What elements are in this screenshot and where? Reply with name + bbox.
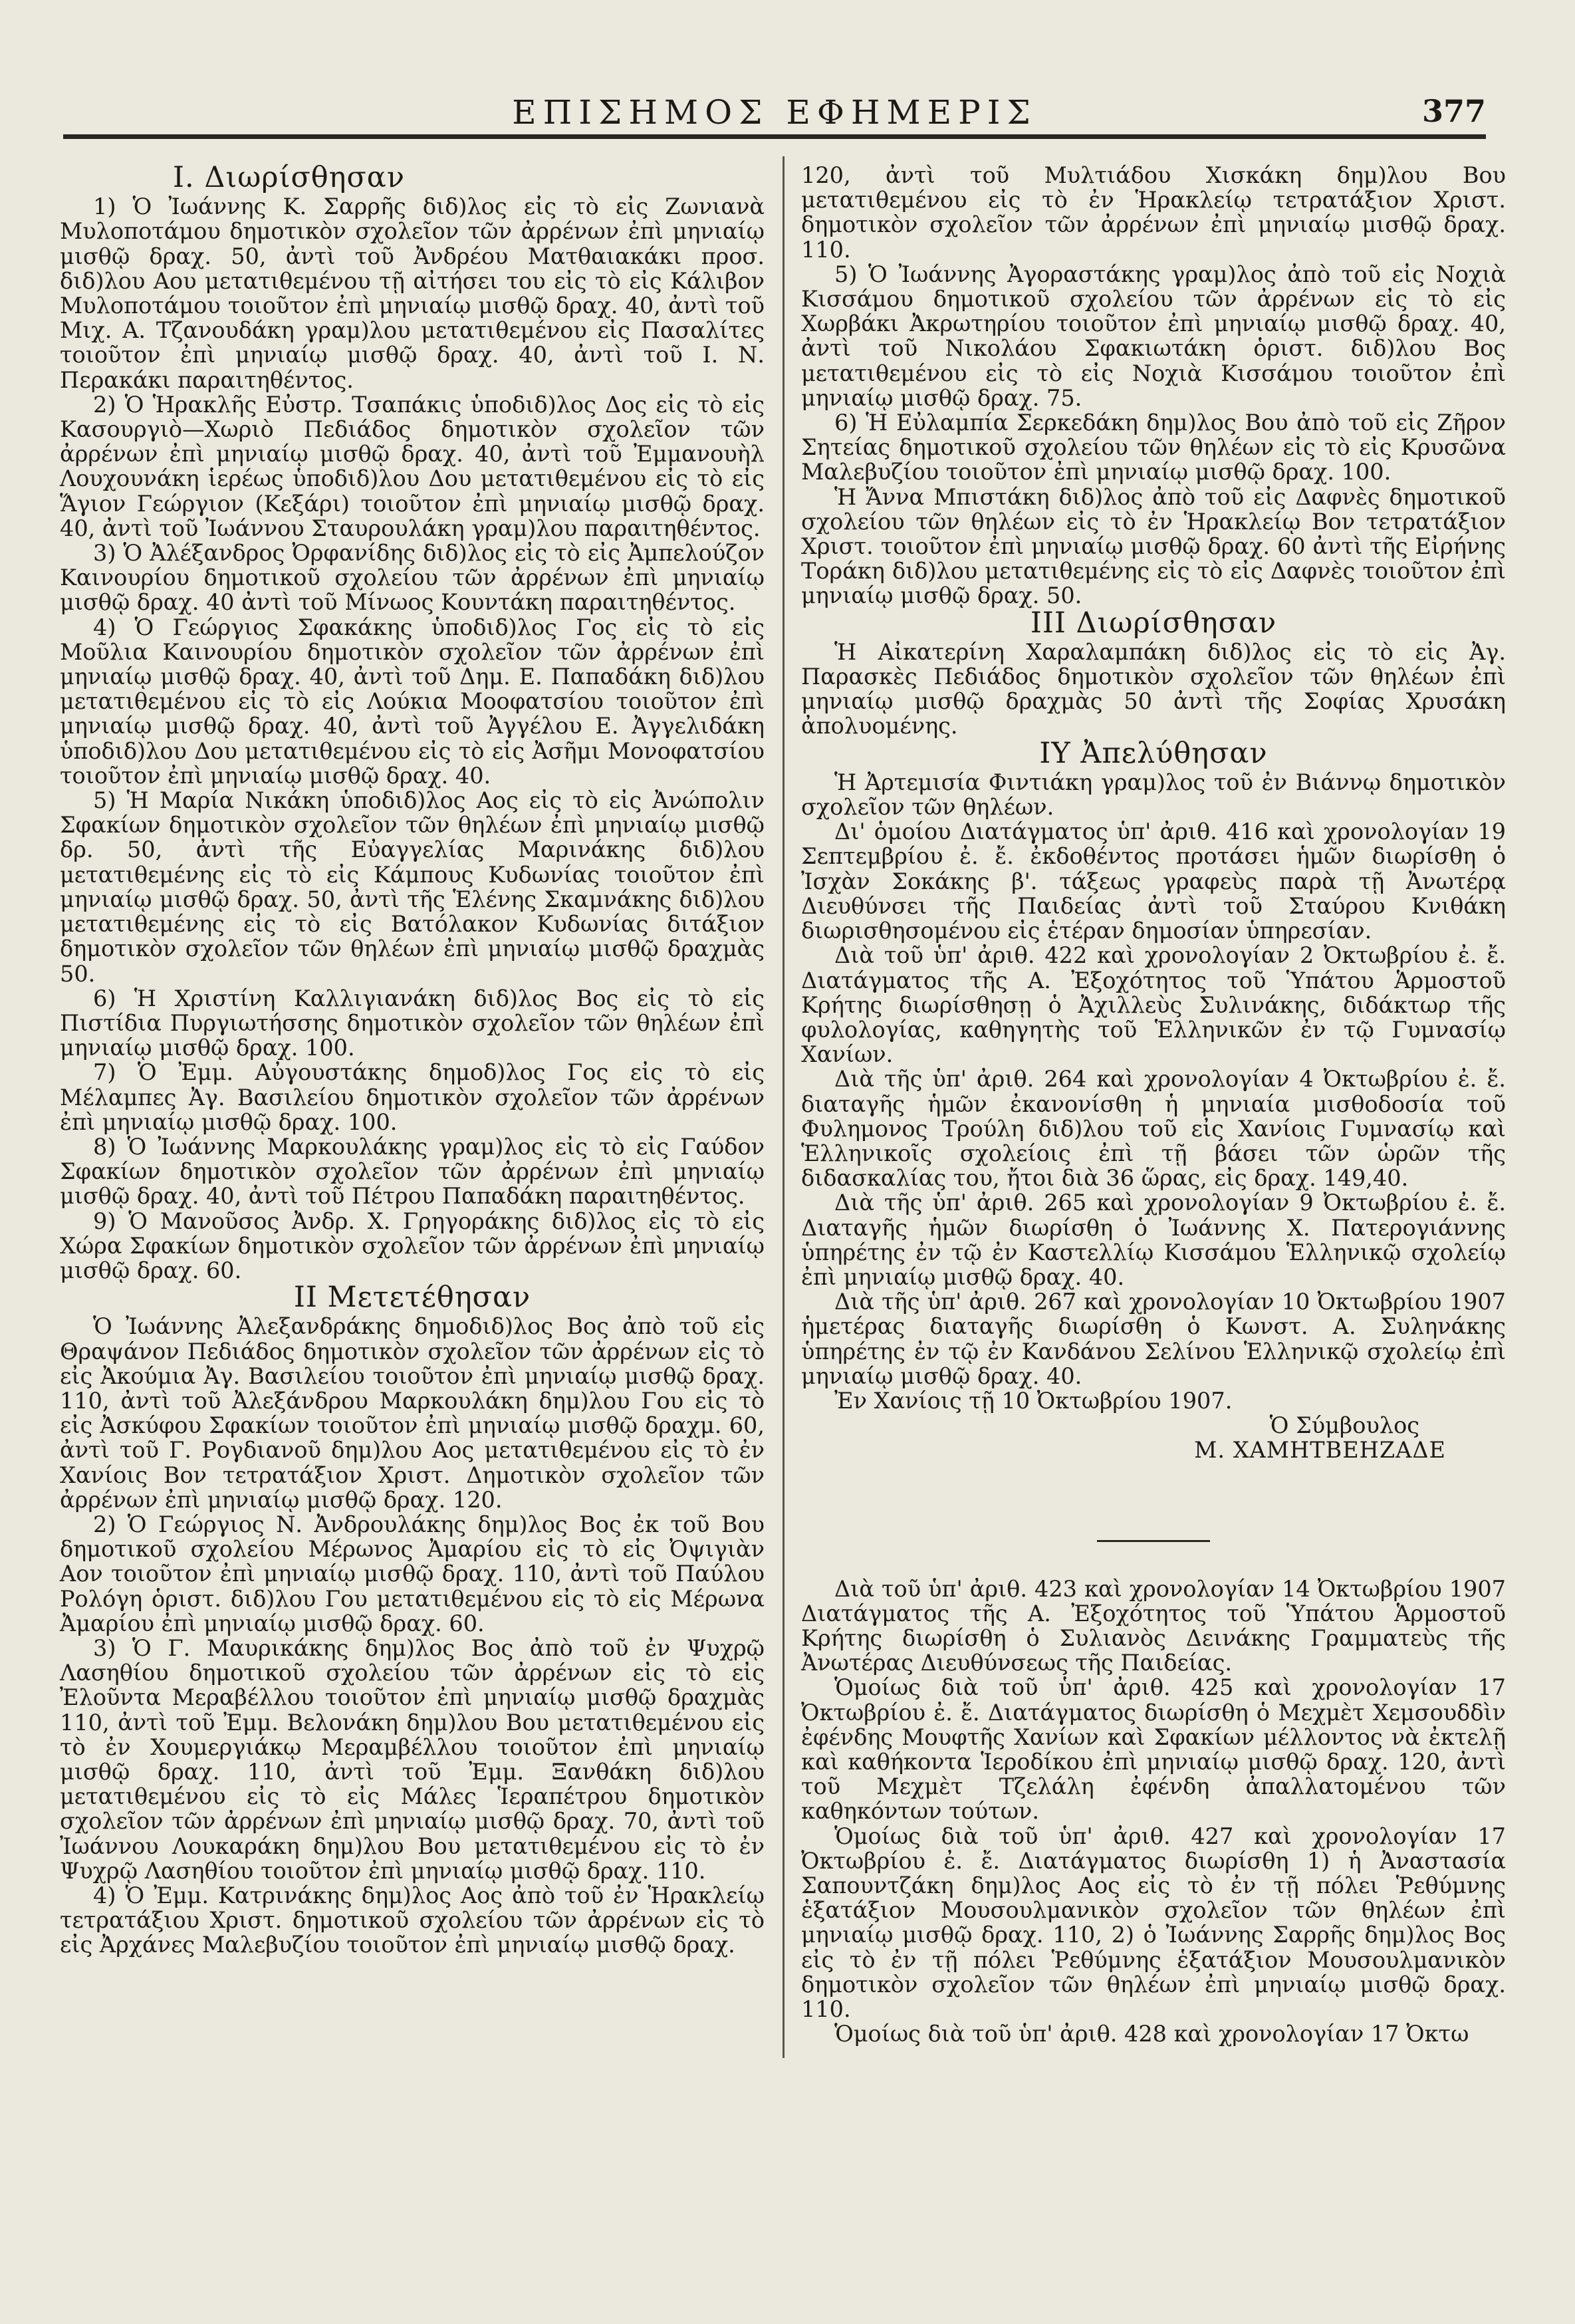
masthead-title: ΕΠΙΣΗΜΟΣ ΕΦΗΜΕΡΙΣ	[512, 93, 1037, 132]
paragraph: 5) Ὁ Ἰωάννης Ἀγοραστάκης γραμ)λος ἀπὸ τοῦ εἰς Νοχιὰ Κισσάμου δημοτικοῦ σχολείου τῶν ἀρρένων εἰς τὸ εἰς Χωρβάκι Ἀκρωτηρίου τοιοῦτον ἐπὶ μηνιαίῳ μισθῷ δραχ. 40, ἀντὶ τοῦ Νικολάου Σφακιωτάκη ὁριστ. διδ)λου Βος μετατιθεμένου εἰς τὸ εἰς Νοχιὰ Κισσάμου τοιοῦτον ἐπὶ μηνιαίῳ μισθῷ δραχ. 75.	[801, 261, 1506, 411]
paragraph: 4) Ὁ Ἐμμ. Κατρινάκης δημ)λος Αος ἀπὸ τοῦ ἐν Ἡρακλείῳ τετρατάξιου Χριστ. δημοτικοῦ σχολείου τῶν ἀρρένων εἰς τὸ εἰς Ἀρχάνες Μαλεβυζίου τοιοῦτον ἐπὶ μηνιαίῳ μισθῷ δραχ.	[60, 1882, 765, 1958]
right-column	[801, 163, 1506, 2046]
paragraph: Διὰ τοῦ ὑπ' ἀριθ. 422 καὶ χρονολογίαν 2 Ὀκτωβρίου ἐ. ἔ. Διατάγματος τῆς Α. Ἐξοχότητος τοῦ Ὑπάτου Ἁρμοστοῦ Κρήτης διωρίσθησῃ ὁ Ἀχιλλεὺς Συλινάκης, διδάκτωρ τῆς φυλολογίας, καθηγητὴς τοῦ Ἑλληνικῶν ἐν τῷ Γυμνασίῳ Χανίων.	[801, 942, 1506, 1068]
section-title-appointments: Ι. Διωρίσθησαν	[173, 161, 405, 194]
section-title-dismissals: ΙΥ Ἀπελύθησαν	[1039, 736, 1268, 770]
signature-role: Ὁ Σύμβουλος	[1269, 1412, 1419, 1439]
paragraph: Διὰ τῆς ὑπ' ἀριθ. 265 καὶ χρονολογίαν 9 Ὀκτωβρίου ἐ. ἔ. Διαταγῆς ἡμῶν διωρίσθη ὁ Ἰωάννης Χ. Πατερογιάννης ὑπηρέτης ἐν τῷ ἐν Καστελλίῳ Κισσάμου Ἑλληνικῷ σχολείῳ ἐπὶ μηνιαίῳ μισθῷ δραχ. 40.	[801, 1190, 1506, 1290]
paragraph: 2) Ὁ Ἡρακλῆς Εὐστρ. Τσαπάκις ὑποδιδ)λος Δος εἰς τὸ εἰς Κασουργιὸ—Χωριὸ Πεδιάδος δημοτικὸν σχολεῖον τῶν ἀρρένων ἐπὶ μηνιαίῳ μισθῷ δραχ. 40, ἀντὶ τοῦ Ἐμμανουὴλ Λουχουνάκη ἱερέως ὑποδιδ)λου Δου μετατιθεμένου εἰς τὸ εἰς Ἅγιον Γεώργιον (Κεξάρι) τοιοῦτον ἐπὶ μηνιαίῳ μισθῷ δραχ. 40, ἀντὶ τοῦ Ἰωάννου Σταυρουλάκη γραμ)λου παραιτηθέντος.	[60, 391, 765, 541]
header-rule	[63, 134, 1486, 139]
paragraph: Ἡ Ἀρτεμισία Φιντιάκη γραμ)λος τοῦ ἐν Βιάννῳ δημοτικὸν σχολεῖον τῶν θηλέων.	[801, 769, 1506, 821]
paragraph: Διὰ τῆς ὑπ' ἀριθ. 267 καὶ χρονολογίαν 10 Ὀκτωβρίου 1907 ἡμετέρας διαταγῆς διωρίσθη ὁ Κωνστ. Α. Συληνάκης ὑπηρέτης ἐν τῷ ἐν Κανδάνου Σελίνου Ἑλληνικῷ σχολείῳ ἐπὶ μηνιαίῳ μισθῷ δραχ. 40.	[801, 1289, 1506, 1389]
dateline: Ἐν Χανίοις τῇ 10 Ὀκτωβρίου 1907.	[834, 1387, 1233, 1414]
paragraph: 3) Ὁ Ἀλέξανδρος Ὀρφανίδης διδ)λος εἰς τὸ εἰς Ἀμπελούζον Καινουρίου δημοτικοῦ σχολείου τῶν ἀρρένων ἐπὶ μηνιαίῳ μισθῷ δραχ. 40 ἀντὶ τοῦ Μίνωος Κουντάκη παραιτηθέντος.	[60, 540, 765, 616]
paragraph: Δι' ὁμοίου Διατάγματος ὑπ' ἀριθ. 416 καὶ χρονολογίαν 19 Σεπτεμβρίου ἐ. ἔ. ἐκδοθέντος προτάσει ἡμῶν διωρίσθη ὁ Ἰσχὰν Σοκάκης β'. τάξεως γραφεὺς παρὰ τῇ Ἀνωτέρᾳ Διευθύνσει τῆς Παιδείας ἀντὶ τοῦ Σταύρου Κνιθάκη διωρισθησομένου εἰς ἑτέραν δημοσίαν ὑπηρεσίαν.	[801, 819, 1506, 944]
paragraph: 4) Ὁ Γεώργιος Σφακάκης ὑποδιδ)λος Γος εἰς τὸ εἰς Μοῦλια Καινουρίου δημοτικὸν σχολεῖον τῶν ἀρρένων ἐπὶ μηνιαίῳ μισθῷ δραχ. 40, ἀντὶ τοῦ Δημ. Ε. Παπαδάκη διδ)λου μετατιθεμένου εἰς τὸ εἰς Λούκια Μοοφατσίου τοιοῦτον ἐπὶ μηνιαίῳ μισθῷ δραχ. 40, ἀντὶ τοῦ Ἀγγέλου Ε. Ἀγγελιδάκη ὑποδιδ)λου Δου μετατιθεμένου εἰς τὸ εἰς Ἀσῆμι Μονοφατσίου τοιοῦτον ἐπὶ μηνιαίῳ μισθῷ δραχ. 40.	[60, 614, 765, 789]
page-header	[63, 93, 1486, 133]
paragraph: Ἡ Ἄννα Μπιστάκη διδ)λος ἀπὸ τοῦ εἰς Δαφνὲς δημοτικοῦ σχολείου τῶν θηλέων εἰς τὸ ἐν Ἡρακλείῳ Βον τετρατάξιον Χριστ. τοιοῦτον ἐπὶ μηνιαίῳ μισθῷ δραχ. 60 ἀντὶ τῆς Εἰρήνης Τοράκη διδ)λου μετατιθεμένης εἰς τὸ εἰς Δαφνὲς τοιοῦτον ἐπὶ μηνιαίῳ μισθῷ δραχ. 50.	[801, 483, 1506, 609]
spacer	[801, 1463, 1506, 1501]
section-divider	[1097, 1540, 1210, 1542]
paragraph: Διὰ τῆς ὑπ' ἀριθ. 264 καὶ χρονολογίαν 4 Ὀκτωβρίου ἐ. ἔ. διαταγῆς ἡμῶν ἐκανονίσθη ἡ μηνιαία μισθοδοσία τοῦ Φυλημονος Τρούλη διδ)λου τοῦ εἰς Χανίοις Γυμνασίῳ καὶ Ἑλληνικοῖς σχολείοις ἐπὶ τῇ βάσει τῶν ὡρῶν τῆς διδασκαλίας του, ἤτοι διὰ 36 ὥρας, εἰς δραχ. 149,40.	[801, 1066, 1506, 1192]
paragraph: 2) Ὁ Γεώργιος Ν. Ἀνδρουλάκης δημ)λος Βος ἐκ τοῦ Βου δημοτικοῦ σχολείου Μέρωνος Ἀμαρίου εἰς τὸ εἰς Ὀψιγιὰν Αον τοιοῦτον ἐπὶ μηνιαίῳ μισθῷ δραχ. 110, ἀντὶ τοῦ Παύλου Ρολόγη ὁριστ. διδ)λου Γου μετατιθεμένου εἰς τὸ εἰς Μέρωνα Ἀμαρίου ἐπὶ μηνιαίῳ μισθῷ δραχ. 60.	[60, 1511, 765, 1636]
section-title-appointments-3: ΙΙΙ Διωρίσθησαν	[1030, 606, 1277, 640]
paragraph: 7) Ὁ Ἐμμ. Αὐγουστάκης δημοδ)λος Γος εἰς τὸ εἰς Μέλαμπες Ἀγ. Βασιλείου δημοτικὸν σχολεῖον τῶν ἀρρένων ἐπὶ μηνιαίῳ μισθῷ δραχ. 100.	[60, 1059, 765, 1135]
left-column	[60, 163, 765, 1958]
paragraph: Ὁμοίως διὰ τοῦ ὑπ' ἀριθ. 425 καὶ χρονολογίαν 17 Ὀκτωβρίου ἐ. ἔ. Διατάγματος διωρίσθη ὁ Μεχμὲτ Χεμσουδδὶν ἐφένδης Μουφτῆς Χανίων καὶ Σφακίων μέλλοντος νὰ ἐκτελῇ καὶ καθήκοντα Ἱεροδίκου ἐπὶ μηνιαίῳ μισθῷ δραχ. 120, ἀντὶ τοῦ Μεχμὲτ Τζελάλη ἐφένδη ἀπαλλατομένου τῶν καθηκόντων τούτων.	[801, 1674, 1506, 1825]
paragraph: 5) Ἡ Μαρία Νικάκη ὑποδιδ)λος Αος εἰς τὸ εἰς Ἀνώπολιν Σφακίων δημοτικὸν σχολεῖον τῶν θηλέων ἐπὶ μηνιαίῳ μισθῷ δρ. 50, ἀντὶ τῆς Εὐαγγελίας Μαρινάκης διδ)λου μετατιθεμένης εἰς τὸ εἰς Κάμπους Κυδωνίας τοιοῦτον ἐπὶ μηνιαίῳ μισθῷ δραχ. 50, ἀντὶ τῆς Ἑλένης Σκαμνάκης διδ)λου μετατιθεμένης εἰς τὸ εἰς Βατόλακον Κυδωνίας διτάξιον δημοτικὸν σχολεῖον τῶν θηλέων ἐπὶ μηνιαίῳ μισθῷ δραχμὰς 50.	[60, 787, 765, 987]
paragraph: Ὁ Ἰωάννης Ἀλεξανδράκης δημοδιδ)λος Βος ἀπὸ τοῦ εἰς Θραψάνον Πεδιάδος δημοτικὸν σχολεῖον τῶν ἀρρένων εἰς τὸ εἰς Ἀκούμια Ἀγ. Βασιλείου τοιοῦτον ἐπὶ μηνιαίῳ μισθῷ δραχ. 110, ἀντὶ τοῦ Ἀλεξάνδρου Μαρκουλάκη δημ)λου Γου εἰς τὸ εἰς Ἀσκύφου Σφακίων τοιοῦτον ἐπὶ μηνιαίῳ μισθῷ δραχμ. 60, ἀντὶ τοῦ Γ. Ρογδιανοῦ δημ)λου Αος μετατιθεμένου εἰς τὸ ἐν Χανίοις Βον τετρατάξιον Χριστ. Δημοτικὸν σχολεῖον τῶν ἀρρένων ἐπὶ μηνιαίῳ μισθῷ δραχ. 120.	[60, 1313, 765, 1513]
paragraph: 8) Ὁ Ἰωάννης Μαρκουλάκης γραμ)λος εἰς τὸ εἰς Γαύδον Σφακίων δημοτικὸν σχολεῖον τῶν ἀρρένων ἐπὶ μηνιαίῳ μισθῷ δραχ. 40, ἀντὶ τοῦ Πέτρου Παπαδάκη παραιτηθέντος.	[60, 1133, 765, 1210]
paragraph: 1) Ὁ Ἰωάννης Κ. Σαρρῆς διδ)λος εἰς τὸ εἰς Ζωνιανὰ Μυλοποτάμου δημοτικὸν σχολεῖον τῶν ἀρρένων ἐπὶ μηνιαίῳ μισθῷ δραχ. 50, ἀντὶ τοῦ Ἀνδρέου Ματθαιακάκι προσ. διδ)λου Αου μετατιθεμένου τῇ αἰτήσει του εἰς τὸ εἰς Κάλιβον Μυλοποτάμου τοιοῦτον ἐπὶ μηνιαίῳ μισθῷ δραχ. 40, ἀντὶ τοῦ Μιχ. Α. Τζανουδάκη γραμ)λου μετατιθεμένου εἰς Πασαλίτες τοιοῦτον ἐπὶ μηνιαίῳ μισθῷ δραχ. 40, ἀντὶ τοῦ Ι. Ν. Περακάκι παραιτηθέντος.	[60, 194, 765, 393]
signature-name: Μ. ΧΑΜΗΤΒΕΗΖΑΔΕ	[1194, 1437, 1446, 1464]
paragraph: Ἡ Αἰκατερίνη Χαραλαμπάκη διδ)λος εἰς τὸ εἰς Ἀγ. Παρασκὲς Πεδιάδος δημοτικὸν σχολεῖον τῶν θηλέων ἐπὶ μηνιαίῳ μισθῷ δραχμὰς 50 ἀντὶ τῆς Σοφίας Χρυσάκη ἀπολυομένης.	[801, 638, 1506, 739]
paragraph: 9) Ὁ Μανοῦσος Ἀνδρ. Χ. Γρηγοράκης διδ)λος εἰς τὸ εἰς Χώρα Σφακίων δημοτικὸν σχολεῖον τῶν ἀρρένων ἐπὶ μηνιαίῳ μισθῷ δραχ. 60.	[60, 1208, 765, 1283]
paragraph: 120, ἀντὶ τοῦ Μυλτιάδου Χισκάκη δημ)λου Βου μετατιθεμένου εἰς τὸ ἐν Ἡρακλείῳ τετρατάξιον Χριστ. δημοτικὸν σχολεῖον τῶν ἀρρένων ἐπὶ μηνιαίῳ μισθῷ δραχ. 110.	[801, 162, 1506, 263]
paragraph: Ὁμοίως διὰ τοῦ ὑπ' ἀριθ. 428 καὶ χρονολογίαν 17 Ὀκτω	[834, 2021, 1469, 2047]
paragraph: 3) Ὁ Γ. Μαυρικάκης δημ)λος Βος ἀπὸ τοῦ ἐν Ψυχρῷ Λασηθίου δημοτικοῦ σχολείου τῶν ἀρρένων εἰς τὸ εἰς Ἐλοῦντα Μεραβέλλου τοιοῦτον ἐπὶ μηνιαίῳ μισθῷ δραχμὰς 110, ἀντὶ τοῦ Ἐμμ. Βελονάκη δημ)λου Βου μετατιθεμένου εἰς τὸ ἐν Χουμεργιάκῳ Μεραμβέλλου τοιοῦτον ἐπὶ μηνιαίῳ μισθῷ δραχ. 110, ἀντὶ τοῦ Ἐμμ. Ξανθάκη διδ)λου μετατιθεμένου εἰς τὸ εἰς Μάλες Ἱεραπέτρου δημοτικὸν σχολεῖον τῶν ἀρρένων ἐπὶ μηνιαίῳ μισθῷ δραχ. 70, ἀντὶ τοῦ Ἰωάννου Λουκαράκη δημ)λου Βου μετατιθεμένου εἰς τὸ ἐν Ψυχρῷ Λασηθίου τοιοῦτον ἐπὶ μηνιαίῳ μισθῷ δραχ. 110.	[60, 1634, 765, 1884]
section-title-transfers: ΙΙ Μετετέθησαν	[293, 1281, 531, 1315]
page-number: 377	[1421, 93, 1486, 129]
paragraph: Διὰ τοῦ ὑπ' ἀριθ. 423 καὶ χρονολογίαν 14 Ὀκτωβρίου 1907 Διατάγματος τῆς Α. Ἐξοχότητος τοῦ Ὑπάτου Ἁρμοστοῦ Κρήτης διωρίσθη ὁ Συλιανὸς Δεινάκης Γραμματεὺς τῆς Ἀνωτέρας Διευθύνσεως τῆς Παιδείας.	[801, 1575, 1506, 1676]
paragraph: 6) Ἡ Χριστίνη Καλλιγιανάκη διδ)λος Βος εἰς τὸ εἰς Πιστίδια Πυργιωτήσσης δημοτικὸν σχολεῖον τῶν θηλέων ἐπὶ μηνιαίῳ μισθῷ δραχ. 100.	[60, 985, 765, 1061]
column-divider	[783, 156, 785, 2058]
paragraph: Ὁμοίως διὰ τοῦ ὑπ' ἀριθ. 427 καὶ χρονολογίαν 17 Ὀκτωβρίου ἐ. ἔ. Διατάγματος διωρίσθη 1) ἡ Ἀναστασία Σαπουντζάκη δημ)λος Αος εἰς τὸ ἐν τῇ πόλει Ῥεθύμνης ἑξατάξιον Μουσουλμανικὸν σχολεῖον τῶν θηλέων ἐπὶ μηνιαίῳ μισθῷ δραχ. 110, 2) ὁ Ἰωάννης Σαρρῆς δημ)λος Βος εἰς τὸ ἐν τῇ πόλει Ῥεθύμνης ἑξατάξιον Μουσουλμανικὸν δημοτικὸν σχολεῖον τῶν θηλέων ἐπὶ μηνιαίῳ μισθῷ δραχ. 110.	[801, 1823, 1506, 2023]
paragraph: 6) Ἡ Εὐλαμπία Σερκεδάκη δημ)λος Βου ἀπὸ τοῦ εἰς Ζῆρον Σητείας δημοτικοῦ σχολείου τῶν θηλέων εἰς τὸ εἰς Κρυσῶνα Μαλεβυζίου τοιοῦτον ἐπὶ μηνιαίῳ μισθῷ δραχ. 100.	[801, 410, 1506, 485]
